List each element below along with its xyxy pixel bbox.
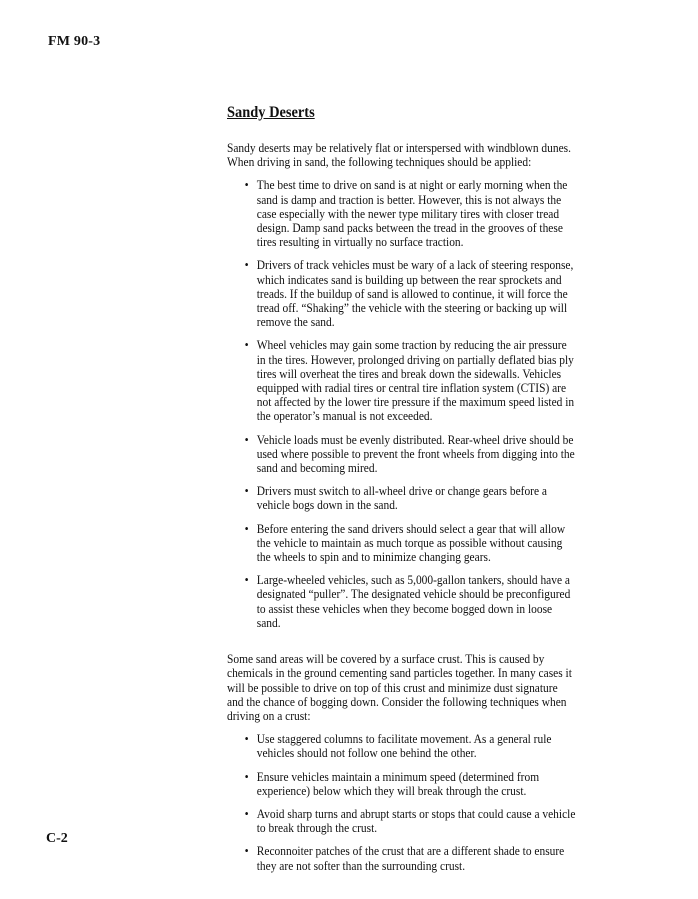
sand-techniques-list: [227, 178, 577, 630]
page-content: [227, 104, 577, 882]
bullet-icon: •: [244, 732, 249, 747]
crust-paragraph: Some sand areas will be covered by a surface crust. This is caused by chemicals in the ground cementing sand particles together. In many cases it will be possible to drive on top of this crust and minimize dust signature and the chance of bogging down. Consider the following techniques when driving on a crust:: [227, 652, 572, 723]
list-item: [244, 178, 577, 250]
list-item: [244, 732, 577, 761]
list-item: [244, 806, 577, 836]
section-title: Sandy Deserts: [227, 104, 315, 121]
list-item-text: Vehicle loads must be evenly distributed. Rear-wheel drive should be used where possible to prevent the front wheels from digging into the sand and becoming mired.: [256, 432, 575, 476]
page-header: FM 90-3: [48, 34, 101, 49]
bullet-icon: •: [244, 338, 249, 353]
list-item-text: Avoid sharp turns and abrupt starts or stops that could cause a vehicle to break through the crust.: [256, 806, 576, 836]
bullet-icon: •: [244, 432, 249, 447]
list-item: [244, 258, 577, 330]
bullet-icon: •: [244, 178, 249, 193]
list-item-text: Reconnoiter patches of the crust that are a different shade to ensure they are not softer than the surrounding crust.: [256, 844, 565, 873]
list-item-text: Large-wheeled vehicles, such as 5,000-gallon tankers, should have a designated “puller”. The designated vehicle should be preconfigured to assist these vehicles when they become bogged down in loose sand.: [256, 573, 571, 630]
bullet-icon: •: [244, 258, 249, 273]
list-item-text: Ensure vehicles maintain a minimum speed (determined from experience) below which they will break through the crust.: [256, 769, 540, 798]
list-item: [244, 484, 577, 513]
list-item: [244, 432, 577, 476]
crust-techniques-list: [227, 732, 577, 873]
bullet-icon: •: [244, 521, 249, 536]
page-number: C-2: [46, 831, 68, 846]
list-item: [244, 573, 577, 630]
list-item: [244, 769, 577, 798]
bullet-icon: •: [244, 806, 249, 821]
list-item: [244, 521, 577, 565]
list-item-text: The best time to drive on sand is at night or early morning when the sand is damp and traction is better. However, this is not always the case especially with the newer type military tires with closer tread design. Damp sand packs between the tread in the grooves of these tires resulting in virtually no surface traction.: [256, 178, 568, 250]
bullet-icon: •: [244, 769, 249, 784]
list-item-text: Drivers of track vehicles must be wary of a lack of steering response, which indicates sand is building up between the rear sprockets and treads. If the buildup of sand is allowed to continue, it will force the tread off. “Shaking” the vehicle with the steering or backing up will remove the sand.: [256, 258, 574, 330]
bullet-icon: •: [244, 484, 249, 499]
list-item: [244, 844, 577, 873]
bullet-icon: •: [244, 573, 249, 588]
list-item: [244, 338, 577, 424]
intro-paragraph: Sandy deserts may be relatively flat or interspersed with windblown dunes. When driving in sand, the following techniques should be applied:: [227, 141, 571, 170]
list-item-text: Wheel vehicles may gain some traction by reducing the air pressure in the tires. However, prolonged driving on partially deflated bias ply tires will overheat the tires and break down the sidewalls. Vehicles equipped with radial tires or central tire inflation system (CTIS) are not affected by the lower tire pressure if the maximum speed listed in the operator’s manual is not exceeded.: [256, 338, 575, 424]
list-item-text: Use staggered columns to facilitate movement. As a general rule vehicles should not follow one behind the other.: [256, 732, 552, 761]
list-item-text: Before entering the sand drivers should select a gear that will allow the vehicle to maintain as much torque as possible without causing the wheels to spin and to minimize changing gears.: [256, 521, 566, 565]
list-item-text: Drivers must switch to all-wheel drive or change gears before a vehicle bogs down in the sand.: [256, 484, 548, 513]
bullet-icon: •: [244, 844, 249, 859]
